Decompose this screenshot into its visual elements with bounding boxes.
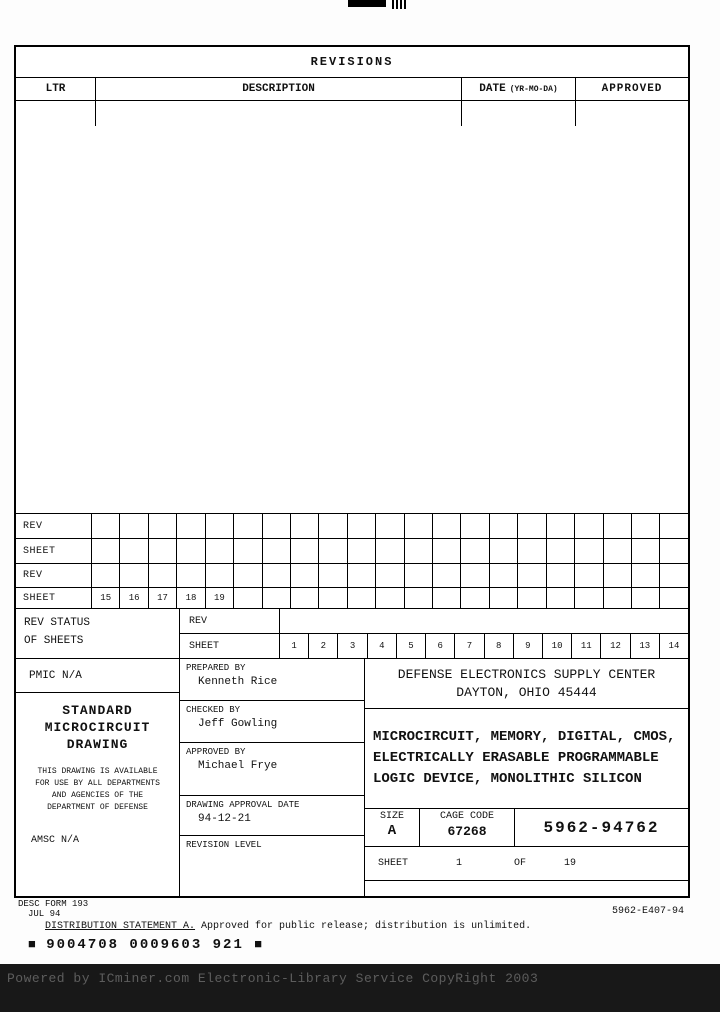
sheet-cell: [120, 539, 148, 563]
rev-cell: [92, 514, 120, 538]
rev-cell: [177, 514, 205, 538]
cage-code-label: CAGE CODE: [439, 811, 494, 822]
column-divider-stub: [461, 101, 462, 126]
rev-row-label: REV: [16, 514, 92, 538]
rev-cell: [660, 564, 687, 587]
column-divider-stub: [95, 101, 96, 126]
rev-cell: [660, 514, 687, 538]
sheet-number-cell: [575, 588, 603, 608]
rev-cell: [518, 564, 546, 587]
sheet-number-cell: [604, 588, 632, 608]
sheet-number-cell: [405, 588, 433, 608]
checked-by-cell: [180, 701, 364, 743]
title-block-right-column: [365, 659, 688, 896]
rev-cell: [376, 514, 404, 538]
rev-cell: [575, 564, 603, 587]
sheet-number-cell: 8: [485, 634, 514, 658]
sheet-cell: [376, 539, 404, 563]
blank-strip: [365, 881, 688, 896]
size-cage-row: [365, 809, 688, 847]
rev-status-sheet-row: [180, 634, 688, 658]
rev-cell: [149, 564, 177, 587]
scan-artifact-ticks: [392, 0, 406, 9]
sheet-number-cell: [461, 588, 489, 608]
sheet-row-label: SHEET: [16, 539, 92, 563]
rev-grid-row-2: [16, 563, 688, 587]
sheet-cell: [149, 539, 177, 563]
distribution-statement: [45, 921, 531, 932]
rev-cell: [92, 564, 120, 587]
approved-by-cell: [180, 743, 364, 796]
drawing-number: 5962-94762: [543, 818, 660, 837]
provider-footer-text: Powered by ICminer.com Electronic-Library Service CopyRight 2003: [7, 971, 539, 986]
sheet-number-cell: 11: [572, 634, 601, 658]
rev-cell: [518, 514, 546, 538]
sheet-label: SHEET: [378, 858, 409, 869]
sheet-number-cell: [518, 588, 546, 608]
sheet-number-cell: 13: [631, 634, 660, 658]
sheet-cell: [206, 539, 234, 563]
rev-cell: [120, 564, 148, 587]
distribution-label: DISTRIBUTION STATEMENT A.: [45, 921, 196, 932]
pmic-cell: PMIC N/A: [16, 659, 179, 693]
sheet-number-cell: 1: [280, 634, 309, 658]
size-label: SIZE: [379, 811, 404, 822]
rev-cell: [291, 564, 319, 587]
amsc-cell: AMSC N/A: [31, 835, 80, 846]
rev-cell: [461, 564, 489, 587]
rev-status-block: [16, 608, 688, 658]
sheet-number-cell: [263, 588, 291, 608]
sheet-number-cell: [348, 588, 376, 608]
rev-cell: [433, 514, 461, 538]
column-divider-stub: [575, 101, 576, 126]
sheet-number-cell: 16: [120, 588, 148, 608]
revisions-title: REVISIONS: [16, 47, 688, 78]
rev-cell: [206, 564, 234, 587]
scan-artifact-bar: [348, 0, 386, 7]
rev-cell: [177, 564, 205, 587]
sheet-cell: [177, 539, 205, 563]
rev-cell: [461, 514, 489, 538]
sheet-number-cell: [433, 588, 461, 608]
revisions-col-description: DESCRIPTION: [96, 78, 462, 100]
sheet-count-row: [365, 847, 688, 881]
revision-level-cell: [180, 836, 364, 896]
rev-cell: [547, 564, 575, 587]
rev-cell: [234, 564, 262, 587]
date-format-label: (YR-MO-DA): [509, 84, 558, 94]
rev-cell: [319, 564, 347, 587]
sheet-number-cell: [291, 588, 319, 608]
sheet-grid-row-1: [16, 538, 688, 563]
sheet-cell: [632, 539, 660, 563]
sheet-row-cells: [92, 588, 688, 608]
sheet-number-cell: 9: [514, 634, 543, 658]
availability-statement: THIS DRAWING IS AVAILABLE FOR USE BY ALL DEPARTMENTS AND AGENCIES OF THE DEPARTMENT OF DEFENSE: [35, 767, 160, 812]
sheet-cell: [234, 539, 262, 563]
barcode-block-icon: ■: [28, 937, 36, 952]
rev-cell: [405, 564, 433, 587]
sheet-number-cell: [632, 588, 660, 608]
approved-by-label: APPROVED BY: [186, 747, 246, 757]
rev-status-rev-cells: [280, 609, 688, 633]
ocr-code-line: [28, 937, 262, 953]
rev-cell: [490, 564, 518, 587]
checked-by-value: Jeff Gowling: [198, 718, 278, 730]
sheet-cell: [461, 539, 489, 563]
form-number: DESC FORM 193: [18, 899, 89, 909]
sheet-cell: [92, 539, 120, 563]
sheet-number-cell: 3: [338, 634, 367, 658]
rev-row-label: REV: [16, 564, 92, 587]
sheet-number-cell: [490, 588, 518, 608]
rev-cell: [291, 514, 319, 538]
rev-grid-row-1: [16, 513, 688, 538]
revisions-header-row: [16, 78, 688, 101]
sheet-number-cell: 5: [397, 634, 426, 658]
rev-cell: [604, 514, 632, 538]
rev-cell: [206, 514, 234, 538]
rev-cell: [604, 564, 632, 587]
sheet-number-cell: [547, 588, 575, 608]
sheet-number-cell: 6: [426, 634, 455, 658]
prepared-by-cell: [180, 659, 364, 701]
agency-cell: [365, 659, 688, 709]
smd-title: STANDARD MICROCIRCUIT DRAWING: [44, 703, 151, 752]
rev-cell: [149, 514, 177, 538]
sheet-number: 1: [456, 858, 463, 869]
sheet-number-cell: 15: [92, 588, 120, 608]
rev-label: REV: [180, 609, 280, 633]
sheet-number-cell: 19: [206, 588, 234, 608]
sheet-number-cell: 7: [455, 634, 484, 658]
form-identifier: [18, 899, 88, 919]
device-title-cell: MICROCIRCUIT, MEMORY, DIGITAL, CMOS, ELECTRICALLY ERASABLE PROGRAMMABLE LOGIC DEVICE, MONOLITHIC SILICON: [365, 709, 688, 809]
agency-location: DAYTON, OHIO 45444: [456, 684, 597, 700]
title-block: [16, 658, 688, 896]
rev-cell: [405, 514, 433, 538]
revision-level-label: REVISION LEVEL: [186, 840, 262, 850]
approval-date-cell: [180, 796, 364, 836]
rev-status-label: REV STATUS OF SHEETS: [16, 609, 180, 658]
provider-footer-bar: [0, 964, 720, 1012]
revisions-col-ltr: LTR: [16, 78, 96, 100]
rev-cell: [433, 564, 461, 587]
approval-date-label: DRAWING APPROVAL DATE: [186, 800, 300, 810]
agency-name: DEFENSE ELECTRONICS SUPPLY CENTER: [397, 666, 656, 682]
rev-cell: [490, 514, 518, 538]
rev-cell: [547, 514, 575, 538]
sheet-total: 19: [564, 858, 577, 869]
sheet-cell: [547, 539, 575, 563]
sheet-number-cell: 14: [668, 641, 680, 651]
sheet-row-cells: [92, 539, 688, 563]
sheet-cell: [660, 539, 687, 563]
rev-row-cells: [92, 514, 688, 538]
sheet-number-cells: [280, 634, 688, 658]
title-block-signature-column: [180, 659, 365, 896]
prepared-by-label: PREPARED BY: [186, 663, 246, 673]
approval-date-value: 94-12-21: [198, 813, 251, 825]
sheet-number-cell: 18: [177, 588, 205, 608]
rev-cell: [348, 514, 376, 538]
distribution-text: Approved for public release; distribution is unlimited.: [195, 921, 532, 932]
sheet-number-cell: 2: [309, 634, 338, 658]
rev-row-cells: [92, 564, 688, 587]
title-block-left-column: [16, 659, 180, 896]
approved-by-value: Michael Frye: [198, 760, 278, 772]
sheet-cell: [405, 539, 433, 563]
rev-cell: [632, 564, 660, 587]
revisions-body: [16, 101, 688, 513]
revisions-col-date: [462, 78, 576, 100]
rev-cell: [348, 564, 376, 587]
sheet-number-cell: [660, 588, 687, 608]
size-cell: [365, 809, 420, 846]
rev-cell: [234, 514, 262, 538]
rev-cell: [376, 564, 404, 587]
sheet-number-cell: [319, 588, 347, 608]
smd-identity-cell: [16, 693, 179, 896]
sheet-number-cell: [234, 588, 262, 608]
sheet-cell: [604, 539, 632, 563]
sheet-cell: [348, 539, 376, 563]
sheet-cell: [263, 539, 291, 563]
date-label: DATE: [479, 83, 506, 95]
rev-status-grid: [180, 609, 688, 658]
sheet-number-cell: 4: [368, 634, 397, 658]
sheet-row-label: SHEET: [16, 588, 92, 608]
ocr-code-text: 9004708 0009603 921: [46, 937, 244, 953]
sheet-cell: [490, 539, 518, 563]
sheet-number-cell: [376, 588, 404, 608]
size-value: A: [387, 823, 397, 839]
rev-cell: [120, 514, 148, 538]
checked-by-label: CHECKED BY: [186, 705, 241, 715]
revisions-col-approved: APPROVED: [601, 83, 663, 95]
rev-status-rev-row: [180, 609, 688, 634]
sheet-number-cell: 12: [601, 634, 630, 658]
rev-cell: [263, 514, 291, 538]
sheet-grid-row-2: [16, 587, 688, 608]
sheet-number-cell: 10: [543, 634, 572, 658]
rev-cell: [263, 564, 291, 587]
sheet-number-cell: 17: [149, 588, 177, 608]
rev-cell: [632, 514, 660, 538]
sheet-cell: [518, 539, 546, 563]
sheet-label: SHEET: [180, 634, 280, 658]
of-label: OF: [514, 858, 527, 869]
cage-code-value: 67268: [447, 824, 487, 839]
sheet-cell: [433, 539, 461, 563]
prepared-by-value: Kenneth Rice: [198, 676, 278, 688]
smd-form: [14, 45, 690, 898]
sheet-cell: [575, 539, 603, 563]
barcode-block-icon: ■: [254, 937, 263, 952]
form-date: JUL 94: [28, 909, 61, 919]
sheet-cell: [319, 539, 347, 563]
cage-code-cell: [420, 809, 515, 846]
rev-cell: [319, 514, 347, 538]
sheet-cell: [291, 539, 319, 563]
rev-cell: [575, 514, 603, 538]
document-reference: 5962-E407-94: [612, 906, 685, 917]
